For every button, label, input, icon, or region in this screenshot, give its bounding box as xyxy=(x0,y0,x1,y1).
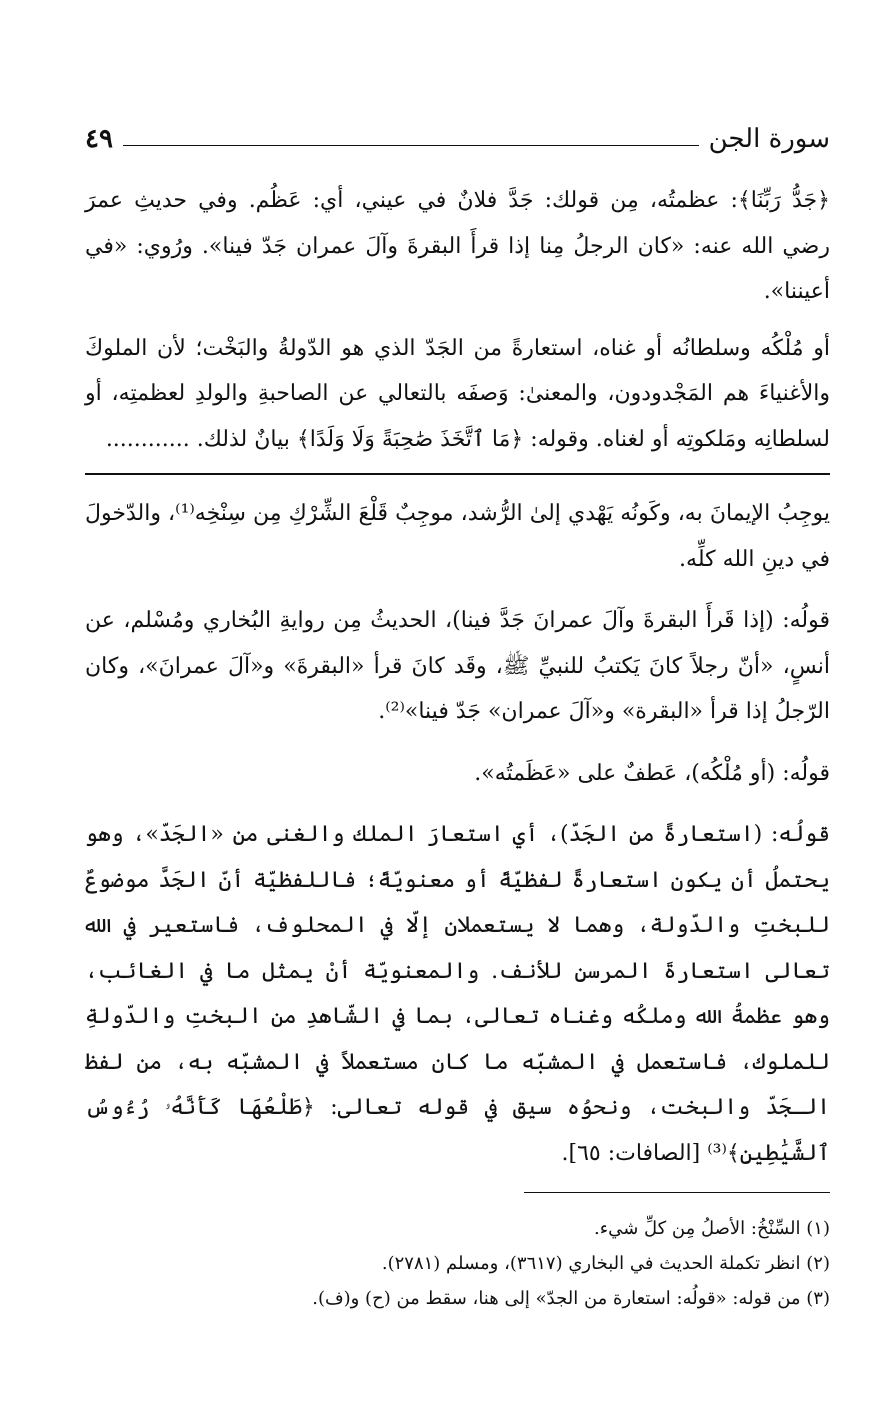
main-text-paragraph: ﴿جَدُّ رَبِّنَا﴾: عظمتُه، مِن قولك: جَدَّ فلانٌ في عيني، أي: عَظُم. وفي حديثِ عمرَ رضي الله عنه: «كان الرجلُ مِنا إذا قرأَ البقرةَ وآلَ عمران جَدّ فينا». ورُوي: «في أعيننا». xyxy=(85,188,830,304)
footnote-rule xyxy=(524,1192,830,1193)
commentary-paragraph: قولُه: (إذا قَرأَ البقرةَ وآلَ عمرانَ جَدَّ فينا)، الحديثُ مِن روايةِ البُخاري ومُسْلم، عن أنسٍ، «أنّ رجلاً كانَ يَكتبُ للنبيِّ ﷺ، وقَد كانَ قرأ «البقرةَ» و«آلَ عمرانَ»، وكان الرّجلُ إذا قرأ «البقرة» و«آلَ عمران» جَدّ فينا»⁽²⁾. xyxy=(85,608,830,724)
main-text-paragraph: أو مُلْكُه وسلطانُه أو غناه، استعارةً من الجَدّ الذي هو الدّولةُ والبَخْت؛ لأن الملوكَ والأغنياءَ هم المَجْدودون، والمعنىٰ: وَصفَه بالتعالي عن الصاحبةِ والولدِ لعظمتِه، أو لسلطانِه ومَلكوتِه أو لغناه. وقوله: ﴿مَا ٱتَّخَذَ صَٰحِبَةً وَلَا وَلَدًا﴾ بيانٌ لذلك. ............ xyxy=(85,335,830,452)
commentary-paragraph: قولُه: (أو مُلْكُه)، عَطفٌ على «عَظَمتُه». xyxy=(474,760,830,786)
commentary-paragraph: قولُه: (استعارةً من الجَدّ)، أي استعارَ الملك والغنى من «الجَدّ»، وهو يحتملُ أن يكون استعارةً لفظيّةً أو معنويّةً؛ فاللفظيّة أنّ الجَدَّ موضوعٌ للبختِ والدّولة، وهما لا يستعملان إلّا في المحلوف، فاستعير في الله تعالى استعارةَ المرسنِ للأنف. والمعنويّة أنْ يمثل ما في الغائب، وهو عظمةُ الله وملكُه وغناه تعالى، بما في الشّاهدِ من البختِ والدّولةِ للملوك، فاستعمل في المشبّه ما كان مستعملاً في المشبّه به، من لفظ الـجَدّ والبخت، ونحوُه سيق في قوله تعالى: ﴿طَلْعُهَا كَأَنَّهُۥ رُءُوسُ ٱلشَّيَٰطِينِ﴾⁽³⁾ [الصافات: ٦٥]. xyxy=(85,822,830,1166)
footnote-item: (٣) من قوله: «قولُه: استعارة من الجدّ» إلى هنا، سقط من (ح) و(ف). xyxy=(312,1288,830,1309)
running-header xyxy=(85,112,830,152)
book-page xyxy=(85,112,830,1316)
footnote-item: (٢) انظر تكملة الحديث في البخاري (٣٦١٧)، ومسلم (٢٧٨١). xyxy=(381,1253,830,1274)
footnotes xyxy=(85,1211,830,1316)
commentary-text xyxy=(85,491,830,1176)
surah-title: سورة الجن xyxy=(708,124,830,154)
commentary-paragraph: يوجِبُ الإيمانَ به، وكَونُه يَهْدي إلىٰ الرُّشد، موجِبٌ قَلْعَ الشِّرْكِ مِن سِنْخِه⁽¹⁾، والدّخولَ في دينِ الله كلِّه. xyxy=(85,501,831,572)
page-number: ٤٩ xyxy=(85,124,113,154)
section-divider xyxy=(85,473,830,475)
footnote-item: (١) السِّنْخُ: الأصلُ مِن كلِّ شيء. xyxy=(594,1218,830,1239)
main-text xyxy=(85,178,830,462)
header-rule xyxy=(123,145,699,146)
